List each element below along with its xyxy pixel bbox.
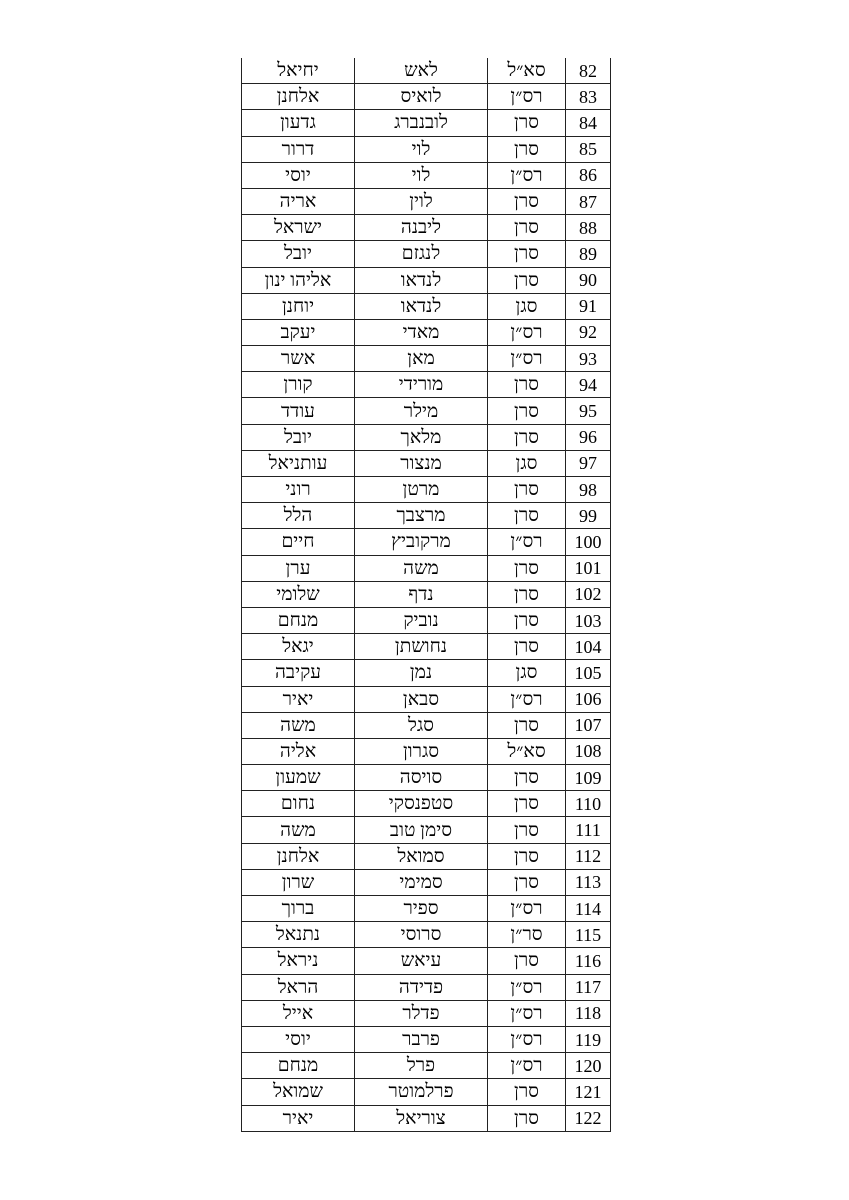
first-name-cell: אריה [242,188,355,214]
first-name-cell: יאיר [242,1105,355,1131]
table-row [242,765,611,791]
last-name-cell: נחושתן [355,634,488,660]
rank-cell: סגן [488,660,566,686]
table-row [242,1079,611,1105]
first-name-cell: אלחנן [242,84,355,110]
first-name-cell: יובל [242,241,355,267]
table-row [242,791,611,817]
row-number-cell: 104 [566,634,611,660]
rank-cell: סרן [488,948,566,974]
first-name-cell: אייל [242,1000,355,1026]
rank-cell: רס״ן [488,1000,566,1026]
row-number-cell: 116 [566,948,611,974]
row-number-cell: 89 [566,241,611,267]
rank-cell: סרן [488,869,566,895]
row-number-cell: 86 [566,162,611,188]
row-number-cell: 120 [566,1053,611,1079]
first-name-cell: ישראל [242,215,355,241]
first-name-cell: שמואל [242,1079,355,1105]
first-name-cell: ערן [242,555,355,581]
first-name-cell: יוחנן [242,293,355,319]
row-number-cell: 113 [566,869,611,895]
last-name-cell: מנצור [355,450,488,476]
row-number-cell: 87 [566,188,611,214]
first-name-cell: גדעון [242,110,355,136]
row-number-cell: 90 [566,267,611,293]
last-name-cell: נמן [355,660,488,686]
table-row [242,738,611,764]
row-number-cell: 100 [566,529,611,555]
last-name-cell: לוי [355,136,488,162]
rank-cell: סרן [488,398,566,424]
row-number-cell: 102 [566,581,611,607]
row-number-cell: 99 [566,503,611,529]
row-number-cell: 88 [566,215,611,241]
first-name-cell: אשר [242,346,355,372]
last-name-cell: מלאך [355,424,488,450]
first-name-cell: עקיבה [242,660,355,686]
table-row [242,660,611,686]
table-row [242,241,611,267]
first-name-cell: אלחנן [242,843,355,869]
table-row [242,555,611,581]
rank-cell: סרן [488,843,566,869]
table-row [242,1026,611,1052]
table-row [242,450,611,476]
first-name-cell: קורן [242,372,355,398]
table-row [242,110,611,136]
last-name-cell: סויסה [355,765,488,791]
table-row [242,319,611,345]
row-number-cell: 110 [566,791,611,817]
first-name-cell: הלל [242,503,355,529]
table-row [242,1105,611,1131]
rank-cell: רס״ן [488,346,566,372]
last-name-cell: סמואל [355,843,488,869]
rank-cell: סרן [488,791,566,817]
first-name-cell: משה [242,817,355,843]
row-number-cell: 117 [566,974,611,1000]
table-row [242,58,611,84]
row-number-cell: 115 [566,922,611,948]
rank-cell: סרן [488,110,566,136]
last-name-cell: סרוסי [355,922,488,948]
first-name-cell: ניראל [242,948,355,974]
table-row [242,529,611,555]
row-number-cell: 114 [566,896,611,922]
row-number-cell: 96 [566,424,611,450]
first-name-cell: נחום [242,791,355,817]
table-row [242,84,611,110]
rank-cell: סרן [488,817,566,843]
table-row [242,843,611,869]
last-name-cell: לנדאו [355,293,488,319]
rank-cell: סרן [488,712,566,738]
table-row [242,1053,611,1079]
first-name-cell: עודד [242,398,355,424]
first-name-cell: נתנאל [242,922,355,948]
rank-cell: סר״ן [488,922,566,948]
rank-cell: סרן [488,503,566,529]
rank-cell: סרן [488,765,566,791]
roster-table [241,58,611,1132]
table-row [242,372,611,398]
rank-cell: רס״ן [488,529,566,555]
last-name-cell: מרקוביץ [355,529,488,555]
row-number-cell: 84 [566,110,611,136]
row-number-cell: 105 [566,660,611,686]
row-number-cell: 82 [566,58,611,84]
first-name-cell: שרון [242,869,355,895]
rank-cell: סרן [488,1079,566,1105]
first-name-cell: יוסי [242,162,355,188]
table-row [242,267,611,293]
row-number-cell: 112 [566,843,611,869]
last-name-cell: נוביק [355,607,488,633]
last-name-cell: נדף [355,581,488,607]
rank-cell: רס״ן [488,319,566,345]
first-name-cell: עותניאל [242,450,355,476]
last-name-cell: לאש [355,58,488,84]
last-name-cell: מאדי [355,319,488,345]
row-number-cell: 122 [566,1105,611,1131]
last-name-cell: סטפנסקי [355,791,488,817]
row-number-cell: 108 [566,738,611,764]
first-name-cell: רוני [242,477,355,503]
rank-cell: סרן [488,136,566,162]
row-number-cell: 91 [566,293,611,319]
first-name-cell: יוסי [242,1026,355,1052]
last-name-cell: עיאש [355,948,488,974]
table-row [242,293,611,319]
last-name-cell: מרטן [355,477,488,503]
first-name-cell: יעקב [242,319,355,345]
last-name-cell: לובנברג [355,110,488,136]
row-number-cell: 111 [566,817,611,843]
last-name-cell: לנגזם [355,241,488,267]
row-number-cell: 103 [566,607,611,633]
first-name-cell: משה [242,712,355,738]
rank-cell: סרן [488,188,566,214]
last-name-cell: מרצבך [355,503,488,529]
last-name-cell: לוין [355,188,488,214]
row-number-cell: 107 [566,712,611,738]
table-row [242,398,611,424]
last-name-cell: סגל [355,712,488,738]
table-row [242,581,611,607]
rank-cell: סרן [488,1105,566,1131]
table-row [242,922,611,948]
first-name-cell: שלומי [242,581,355,607]
rank-cell: רס״ן [488,686,566,712]
last-name-cell: סבאן [355,686,488,712]
table-row [242,896,611,922]
row-number-cell: 97 [566,450,611,476]
row-number-cell: 85 [566,136,611,162]
table-row [242,1000,611,1026]
row-number-cell: 106 [566,686,611,712]
last-name-cell: פרבר [355,1026,488,1052]
table-row [242,634,611,660]
table-row [242,817,611,843]
table-row [242,162,611,188]
table-row [242,477,611,503]
last-name-cell: פרלמוטר [355,1079,488,1105]
table-row [242,503,611,529]
last-name-cell: מאן [355,346,488,372]
first-name-cell: יאיר [242,686,355,712]
last-name-cell: ספיר [355,896,488,922]
rank-cell: סרן [488,477,566,503]
last-name-cell: צוריאל [355,1105,488,1131]
first-name-cell: יגאל [242,634,355,660]
table-row [242,948,611,974]
row-number-cell: 101 [566,555,611,581]
table-row [242,188,611,214]
rank-cell: סגן [488,450,566,476]
rank-cell: סרן [488,634,566,660]
row-number-cell: 93 [566,346,611,372]
rank-cell: סרן [488,607,566,633]
last-name-cell: לוי [355,162,488,188]
last-name-cell: סמימי [355,869,488,895]
table-row [242,607,611,633]
rank-cell: סרן [488,215,566,241]
table-row [242,974,611,1000]
first-name-cell: שמעון [242,765,355,791]
first-name-cell: אליהו ינון [242,267,355,293]
table-row [242,424,611,450]
table-row [242,215,611,241]
rank-cell: רס״ן [488,1026,566,1052]
row-number-cell: 94 [566,372,611,398]
last-name-cell: ליבנה [355,215,488,241]
table-row [242,686,611,712]
last-name-cell: פדלר [355,1000,488,1026]
rank-cell: רס״ן [488,84,566,110]
last-name-cell: פדידה [355,974,488,1000]
first-name-cell: דרור [242,136,355,162]
rank-cell: רס״ן [488,896,566,922]
table-row [242,346,611,372]
rank-cell: רס״ן [488,162,566,188]
last-name-cell: סגרון [355,738,488,764]
table-row [242,869,611,895]
rank-cell: סרן [488,372,566,398]
first-name-cell: מנחם [242,1053,355,1079]
rank-cell: סא״ל [488,738,566,764]
rank-cell: סא״ל [488,58,566,84]
rank-cell: סרן [488,581,566,607]
row-number-cell: 83 [566,84,611,110]
first-name-cell: יחיאל [242,58,355,84]
rank-cell: סרן [488,424,566,450]
first-name-cell: יובל [242,424,355,450]
last-name-cell: פרל [355,1053,488,1079]
rank-cell: סגן [488,293,566,319]
table-row [242,136,611,162]
roster-table-body [242,58,611,1131]
first-name-cell: חיים [242,529,355,555]
last-name-cell: לנדאו [355,267,488,293]
first-name-cell: הראל [242,974,355,1000]
row-number-cell: 109 [566,765,611,791]
row-number-cell: 118 [566,1000,611,1026]
row-number-cell: 119 [566,1026,611,1052]
last-name-cell: סימן טוב [355,817,488,843]
rank-cell: סרן [488,267,566,293]
last-name-cell: לואיס [355,84,488,110]
last-name-cell: מילר [355,398,488,424]
row-number-cell: 92 [566,319,611,345]
rank-cell: סרן [488,241,566,267]
first-name-cell: אליה [242,738,355,764]
first-name-cell: ברוך [242,896,355,922]
rank-cell: רס״ן [488,974,566,1000]
first-name-cell: מנחם [242,607,355,633]
row-number-cell: 95 [566,398,611,424]
last-name-cell: מורידי [355,372,488,398]
table-row [242,712,611,738]
rank-cell: רס״ן [488,1053,566,1079]
rank-cell: סרן [488,555,566,581]
row-number-cell: 121 [566,1079,611,1105]
row-number-cell: 98 [566,477,611,503]
last-name-cell: משה [355,555,488,581]
